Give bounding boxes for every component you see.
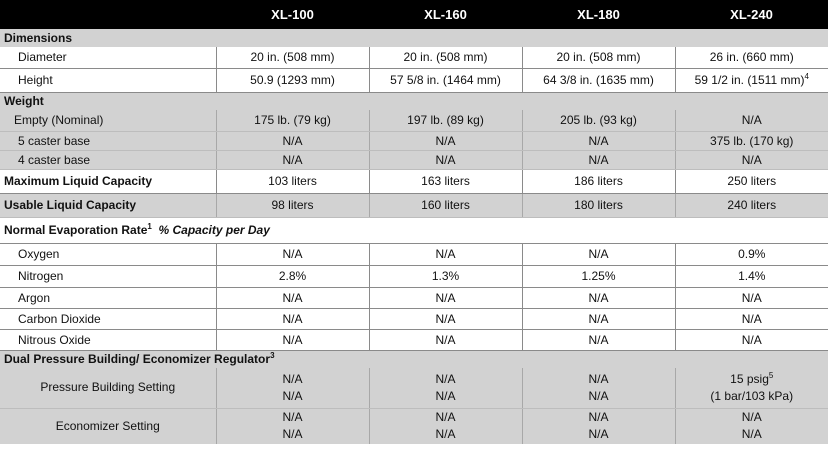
cell-line: N/A: [435, 410, 456, 425]
cell-value: 1.3%: [369, 265, 522, 287]
cell-value: 20 in. (508 mm): [216, 47, 369, 68]
cell-value: N/A: [675, 150, 828, 169]
cell-value: N/A: [216, 308, 369, 329]
cell-value: 64 3/8 in. (1635 mm): [522, 68, 675, 92]
cell-value: 175 lb. (79 kg): [216, 110, 369, 131]
table-row: [0, 131, 828, 150]
cell-value: 20 in. (508 mm): [369, 47, 522, 68]
cell-value: N/A: [675, 287, 828, 308]
cell-value: [675, 368, 828, 408]
cell-line: N/A: [435, 427, 456, 442]
section-row: [0, 92, 828, 110]
section-row: [0, 350, 828, 368]
section-title-text: Normal Evaporation Rate: [4, 223, 148, 237]
header-model: XL-100: [271, 7, 314, 22]
header-row: [0, 0, 828, 29]
section-row: [0, 29, 828, 47]
row-label: Oxygen: [0, 243, 216, 265]
cell-value: 0.9%: [675, 243, 828, 265]
table-row: [0, 287, 828, 308]
cell-value: N/A: [522, 243, 675, 265]
cell-value: N/A: [675, 110, 828, 131]
row-label: 5 caster base: [0, 131, 216, 150]
cell-value: 375 lb. (170 kg): [675, 131, 828, 150]
cell-value: N/A: [369, 329, 522, 350]
cell-line: N/A: [282, 371, 303, 386]
row-label: Empty (Nominal): [0, 110, 216, 131]
cell-text: 59 1/2 in. (1511 mm): [694, 73, 805, 87]
cell-value: N/A: [675, 308, 828, 329]
footnote-marker: 3: [270, 351, 275, 361]
header-model: XL-240: [730, 7, 773, 22]
cell-value: N/A: [216, 150, 369, 169]
cell-value: N/A: [522, 308, 675, 329]
table-row: [0, 329, 828, 350]
section-title-evaporation: [0, 217, 828, 243]
row-label: Diameter: [0, 47, 216, 68]
cell-value: 163 liters: [369, 169, 522, 193]
section-title-text: Dual Pressure Building/ Economizer Regulator: [4, 352, 271, 367]
cell-value: 98 liters: [216, 193, 369, 217]
cell-value: N/A: [216, 131, 369, 150]
row-label: Argon: [0, 287, 216, 308]
row-label: Nitrous Oxide: [0, 329, 216, 350]
cell-value: N/A: [216, 243, 369, 265]
cell-value: 1.25%: [522, 265, 675, 287]
cell-value: 180 liters: [522, 193, 675, 217]
cell-value: N/A: [369, 131, 522, 150]
row-label: Carbon Dioxide: [0, 308, 216, 329]
cell-value: [369, 408, 522, 444]
table-row: [0, 68, 828, 92]
cell-text: 15 psig: [730, 371, 769, 386]
row-label: Pressure Building Setting: [0, 368, 216, 408]
header-model: XL-180: [577, 7, 620, 22]
section-subtitle: % Capacity per Day: [158, 223, 270, 237]
cell-value: 20 in. (508 mm): [522, 47, 675, 68]
header-model: XL-160: [424, 7, 467, 22]
cell-value: 205 lb. (93 kg): [522, 110, 675, 131]
cell-line: N/A: [282, 410, 303, 425]
cell-value: [369, 368, 522, 408]
cell-value: N/A: [216, 329, 369, 350]
table-row: [0, 368, 828, 408]
row-label-max-liquid: Maximum Liquid Capacity: [0, 169, 216, 193]
section-title-weight: Weight: [4, 94, 44, 109]
cell-line: N/A: [282, 427, 303, 442]
cell-line: N/A: [588, 410, 609, 425]
cell-value: [522, 408, 675, 444]
cell-line: [676, 371, 828, 388]
cell-line: N/A: [741, 410, 762, 425]
cell-value: [522, 368, 675, 408]
row-label: 4 caster base: [0, 150, 216, 169]
cell-value: N/A: [369, 243, 522, 265]
cell-value: 186 liters: [522, 169, 675, 193]
row-label-usable-liquid: Usable Liquid Capacity: [0, 193, 216, 217]
cell-line: (1 bar/103 kPa): [710, 388, 794, 403]
row-label: Height: [0, 68, 216, 92]
cell-value: 160 liters: [369, 193, 522, 217]
cell-value: [216, 368, 369, 408]
cell-value: N/A: [522, 329, 675, 350]
table-row: [0, 150, 828, 169]
cell-value: 2.8%: [216, 265, 369, 287]
footnote-marker: 4: [804, 72, 809, 81]
cell-line: N/A: [588, 371, 609, 386]
table-row: [0, 110, 828, 131]
table-row: [0, 243, 828, 265]
table-row: [0, 47, 828, 68]
cell-value: N/A: [522, 150, 675, 169]
cell-value: 250 liters: [675, 169, 828, 193]
section-title-dimensions: Dimensions: [4, 31, 73, 45]
table-row: [0, 408, 828, 444]
table-row: [0, 193, 828, 217]
section-row: [0, 217, 828, 243]
cell-line: N/A: [435, 371, 456, 386]
cell-value: N/A: [369, 287, 522, 308]
cell-value: N/A: [216, 287, 369, 308]
cell-value: N/A: [522, 131, 675, 150]
footnote-marker: 5: [768, 370, 774, 380]
footnote-marker: 1: [147, 222, 152, 231]
table-row: [0, 265, 828, 287]
cell-value: 103 liters: [216, 169, 369, 193]
cell-value: 57 5/8 in. (1464 mm): [369, 68, 522, 92]
cell-line: N/A: [282, 388, 303, 403]
cell-value: N/A: [522, 287, 675, 308]
cell-line: N/A: [588, 427, 609, 442]
cell-line: N/A: [588, 388, 609, 403]
cell-line: N/A: [435, 388, 456, 403]
row-label: Nitrogen: [0, 265, 216, 287]
cell-value: N/A: [675, 329, 828, 350]
cell-value: 26 in. (660 mm): [675, 47, 828, 68]
cell-value: N/A: [369, 150, 522, 169]
table-row: [0, 308, 828, 329]
table-row: [0, 169, 828, 193]
cell-value: [675, 408, 828, 444]
cell-value: [675, 68, 828, 92]
cell-value: N/A: [369, 308, 522, 329]
section-title-regulator: [0, 350, 828, 368]
cell-value: 50.9 (1293 mm): [216, 68, 369, 92]
cell-value: [216, 408, 369, 444]
row-label: Economizer Setting: [55, 418, 160, 433]
cell-value: 197 lb. (89 kg): [369, 110, 522, 131]
cell-line: N/A: [741, 427, 762, 442]
header-blank: [0, 0, 216, 29]
cell-value: 1.4%: [675, 265, 828, 287]
cell-value: 240 liters: [675, 193, 828, 217]
